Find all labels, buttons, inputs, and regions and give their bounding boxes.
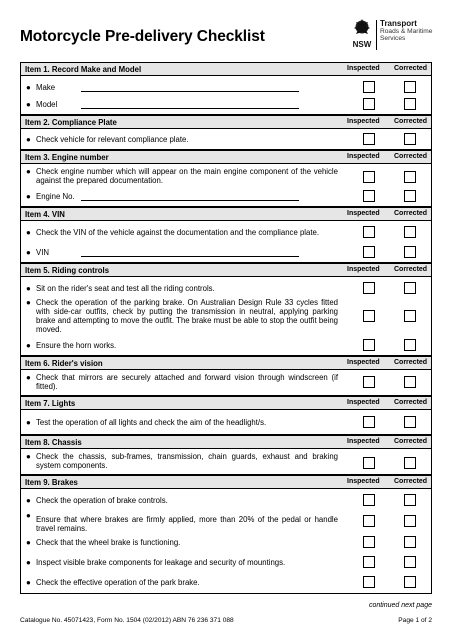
checklist-item (21, 372, 431, 392)
inspected-checkbox[interactable] (363, 536, 375, 548)
inspected-column-header: Inspected (347, 437, 380, 445)
item-text: Check vehicle for relevant compliance plate. (36, 135, 189, 144)
section-header (21, 208, 431, 221)
section-title: Item 1. Record Make and Model (25, 64, 142, 74)
inspected-checkbox[interactable] (363, 339, 375, 351)
corrected-checkbox[interactable] (404, 576, 416, 588)
make-field[interactable] (81, 91, 299, 92)
inspected-checkbox[interactable] (363, 226, 375, 238)
checklist-item (21, 576, 431, 590)
section-riders-vision (20, 356, 432, 396)
inspected-column-header: Inspected (347, 265, 380, 273)
waratah-emblem-icon (352, 16, 372, 56)
item-text: VIN (36, 248, 49, 257)
corrected-checkbox[interactable] (404, 226, 416, 238)
bullet: ● (26, 192, 31, 201)
corrected-checkbox[interactable] (404, 556, 416, 568)
checklist-item (21, 556, 431, 570)
checklist (20, 62, 432, 594)
corrected-checkbox[interactable] (404, 515, 416, 527)
corrected-checkbox[interactable] (404, 171, 416, 183)
bullet: ● (26, 248, 31, 257)
section-riding-controls (20, 263, 432, 356)
section-header (21, 151, 431, 164)
section-header (21, 357, 431, 370)
corrected-checkbox[interactable] (404, 494, 416, 506)
section-title: Item 6. Rider's vision (25, 358, 103, 368)
item-text: Check the operation of brake controls. (36, 496, 168, 505)
bullet: ● (26, 538, 31, 547)
section-brakes (20, 475, 432, 594)
section-title: Item 4. VIN (25, 209, 65, 219)
item-text: Check that mirrors are securely attached and forward vision through windscreen (if fitted). (36, 373, 338, 391)
item-text: Test the operation of all lights and check the aim of the headlight/s. (36, 418, 267, 427)
continued-note: continued next page (368, 602, 432, 609)
corrected-checkbox[interactable] (404, 310, 416, 322)
checklist-item (21, 297, 431, 335)
checklist-item (21, 166, 431, 186)
corrected-column-header: Corrected (394, 477, 428, 485)
inspected-checkbox[interactable] (363, 556, 375, 568)
section-make-model (20, 62, 432, 115)
inspected-checkbox[interactable] (363, 515, 375, 527)
corrected-checkbox[interactable] (404, 536, 416, 548)
corrected-checkbox[interactable] (404, 81, 416, 93)
inspected-checkbox[interactable] (363, 81, 375, 93)
bullet: ● (26, 83, 31, 92)
corrected-column-header: Corrected (394, 398, 428, 406)
checklist-item (21, 246, 431, 260)
corrected-column-header: Corrected (394, 265, 428, 273)
checklist-item (21, 339, 431, 353)
logo-divider (376, 20, 377, 50)
bullet: ● (26, 496, 31, 505)
item-text: Check that the wheel brake is functioning. (36, 538, 181, 547)
section-title: Item 7. Lights (25, 398, 76, 408)
item-text: Sit on the rider's seat and test all the riding controls. (36, 284, 215, 293)
checklist-item (21, 536, 431, 550)
nsw-transport-logo (352, 16, 448, 56)
checklist-item (21, 451, 431, 471)
inspected-column-header: Inspected (347, 117, 380, 125)
bullet: ● (26, 418, 31, 427)
section-header (21, 436, 431, 449)
inspected-checkbox[interactable] (363, 133, 375, 145)
item-text: Model (36, 100, 58, 109)
item-text: Check engine number which will appear on the main engine component of the vehicle against the prepared documentation. (36, 167, 338, 185)
inspected-checkbox[interactable] (363, 494, 375, 506)
page-number: Page 1 of 2 (398, 617, 432, 624)
vin-field[interactable] (81, 256, 299, 257)
item-text: Make (36, 83, 56, 92)
checklist-item (21, 81, 431, 95)
logo-line-3: Services (380, 35, 406, 43)
section-lights (20, 396, 432, 435)
item-text: Check the chassis, sub-frames, transmission, chain guards, exhaust and braking system components. (36, 452, 338, 470)
checklist-item (21, 511, 431, 531)
checklist-item (21, 494, 431, 508)
section-chassis (20, 435, 432, 475)
corrected-checkbox[interactable] (404, 190, 416, 202)
bullet: ● (26, 558, 31, 567)
section-title: Item 2. Compliance Plate (25, 117, 117, 127)
corrected-checkbox[interactable] (404, 98, 416, 110)
checklist-item (21, 133, 431, 147)
bullet: ● (26, 228, 31, 237)
item-text: Inspect visible brake components for leakage and security of mountings. (36, 558, 286, 567)
corrected-column-header: Corrected (394, 437, 428, 445)
corrected-checkbox[interactable] (404, 282, 416, 294)
bullet: ● (26, 100, 31, 109)
corrected-column-header: Corrected (394, 152, 428, 160)
bullet: ● (26, 298, 31, 307)
inspected-column-header: Inspected (347, 398, 380, 406)
section-title: Item 5. Riding controls (25, 265, 110, 275)
inspected-checkbox[interactable] (363, 576, 375, 588)
item-text: Ensure the horn works. (36, 341, 117, 350)
inspected-checkbox[interactable] (363, 282, 375, 294)
section-title: Item 3. Engine number (25, 152, 109, 162)
section-engine-number (20, 150, 432, 207)
section-header (21, 264, 431, 277)
inspected-column-header: Inspected (347, 64, 380, 72)
logo-text (380, 20, 432, 43)
corrected-checkbox[interactable] (404, 133, 416, 145)
page-title: Motorcycle Pre-delivery Checklist (20, 28, 265, 45)
checklist-item (21, 226, 431, 240)
section-header (21, 63, 431, 76)
inspected-column-header: Inspected (347, 209, 380, 217)
corrected-column-header: Corrected (394, 64, 428, 72)
corrected-column-header: Corrected (394, 117, 428, 125)
section-header (21, 397, 431, 410)
inspected-checkbox[interactable] (363, 190, 375, 202)
inspected-checkbox[interactable] (363, 246, 375, 258)
corrected-checkbox[interactable] (404, 339, 416, 351)
section-title: Item 9. Brakes (25, 477, 78, 487)
corrected-checkbox[interactable] (404, 376, 416, 388)
bullet: ● (26, 135, 31, 144)
section-compliance-plate (20, 115, 432, 150)
checklist-item (21, 416, 431, 430)
corrected-checkbox[interactable] (404, 457, 416, 469)
checklist-item (21, 98, 431, 112)
inspected-checkbox[interactable] (363, 98, 375, 110)
inspected-column-header: Inspected (347, 477, 380, 485)
inspected-checkbox[interactable] (363, 416, 375, 428)
bullet: ● (26, 373, 31, 382)
corrected-checkbox[interactable] (404, 246, 416, 258)
item-text: Check the operation of the parking brake. On Australian Design Rule 33 cycles fitted with side-car outfits, check by putting the transmission in neutral, applying parking brake and attempting to move the outfit. The brake must be able to stop the outfit being moved. (36, 298, 338, 334)
bullet: ● (26, 511, 31, 520)
bullet: ● (26, 578, 31, 587)
inspected-column-header: Inspected (347, 358, 380, 366)
item-text: Ensure that where brakes are firmly applied, more than 20% of the pedal or handle travel remains. (36, 515, 338, 533)
model-field[interactable] (81, 108, 299, 109)
inspected-checkbox[interactable] (363, 171, 375, 183)
item-text: Check the effective operation of the park brake. (36, 578, 200, 587)
bullet: ● (26, 341, 31, 350)
engine-number-field[interactable] (81, 200, 299, 201)
inspected-checkbox[interactable] (363, 376, 375, 388)
checklist-item (21, 190, 431, 204)
item-text: Engine No. (36, 192, 75, 201)
corrected-column-header: Corrected (394, 209, 428, 217)
bullet: ● (26, 167, 31, 176)
bullet: ● (26, 452, 31, 461)
corrected-column-header: Corrected (394, 358, 428, 366)
inspected-checkbox[interactable] (363, 310, 375, 322)
logo-line-2: Roads & Maritime (380, 27, 433, 35)
logo-line-1: Transport (380, 19, 417, 28)
section-title: Item 8. Chassis (25, 437, 82, 447)
corrected-checkbox[interactable] (404, 416, 416, 428)
inspected-checkbox[interactable] (363, 457, 375, 469)
logo-nsw-text: NSW (352, 40, 372, 49)
inspected-column-header: Inspected (347, 152, 380, 160)
section-vin (20, 207, 432, 263)
item-text: Check the VIN of the vehicle against the documentation and the compliance plate. (36, 228, 320, 237)
checklist-item (21, 282, 431, 296)
bullet: ● (26, 284, 31, 293)
section-header (21, 116, 431, 129)
footer-catalogue: Catalogue No. 45071423, Form No. 1504 (02/2012) ABN 76 236 371 088 (20, 617, 234, 624)
section-header (21, 476, 431, 489)
